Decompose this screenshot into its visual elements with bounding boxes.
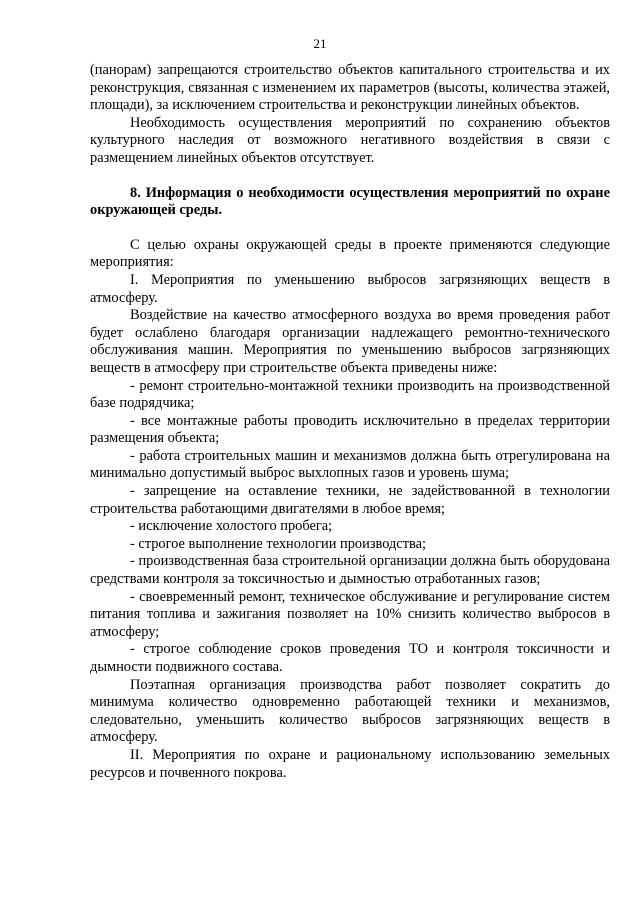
paragraph: Воздействие на качество атмосферного воздуха во время проведения работ будет ослаблено благодаря организации надлежащего ремонтно-технического обслуживания машин. Мероприятия по уменьшению выбросов загрязняющих веществ в атмосферу при строительстве объекта приведены ниже:: [90, 307, 610, 376]
list-item: - своевременный ремонт, техническое обслуживание и регулирование систем питания топлива и зажигания позволяет на 10% снизить количество выбросов в атмосферу;: [90, 588, 610, 640]
list-item: - строгое соблюдение сроков проведения ТО и контроля токсичности и дымности подвижного состава.: [90, 641, 610, 675]
list-item: - работа строительных машин и механизмов должна быть отрегулирована на минимально допустимый выброс выхлопных газов и уровень шума;: [90, 447, 610, 482]
document-body: [90, 62, 610, 782]
subsection-title: II. Мероприятия по охране и рациональному использованию земельных ресурсов и почвенного покрова.: [90, 746, 610, 781]
list-item: - производственная база строительной организации должна быть оборудована средствами контроля за токсичностью и дымностью отработанных газов;: [90, 553, 610, 588]
paragraph: С целью охраны окружающей среды в проекте применяются следующие мероприятия:: [90, 236, 610, 271]
subsection-title: I. Мероприятия по уменьшению выбросов загрязняющих веществ в атмосферу.: [90, 271, 610, 306]
list-item: - запрещение на оставление техники, не задействованной в технологии строительства работающими двигателями в любое время;: [90, 483, 610, 517]
section-heading: 8. Информация о необходимости осуществления мероприятий по охране окружающей среды.: [90, 184, 610, 219]
paragraph: (панорам) запрещаются строительство объектов капитального строительства и их реконструкция, связанная с изменением их параметров (высоты, количества этажей, площади), за исключением строительства и реконструкции линейных объектов.: [90, 62, 610, 114]
list-item: - все монтажные работы проводить исключительно в пределах территории размещения объекта;: [90, 412, 610, 447]
paragraph: Поэтапная организация производства работ позволяет сократить до минимума количество одновременно работающей техники и механизмов, следовательно, уменьшить количество выбросов загрязняющих веществ в атмосферу.: [90, 676, 610, 746]
page-number: 21: [313, 36, 327, 51]
list-item: - исключение холостого пробега;: [130, 518, 333, 535]
list-item: - строгое выполнение технологии производства;: [130, 535, 426, 552]
list-item: - ремонт строительно-монтажной техники производить на производственной базе подрядчика;: [90, 377, 610, 412]
paragraph: Необходимость осуществления мероприятий по сохранению объектов культурного наследия от возможного негативного воздействия в связи с размещением линейных объектов отсутствует.: [90, 114, 610, 166]
